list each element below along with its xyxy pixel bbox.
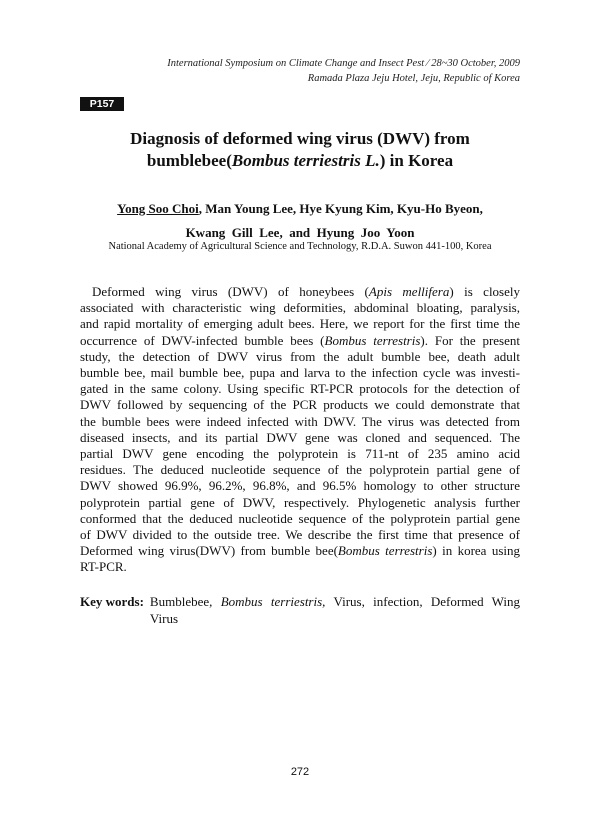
title-line-1: Diagnosis of deformed wing virus (DWV) from (130, 129, 470, 148)
keywords-label: Key words: (80, 594, 144, 609)
abstract-line: bumble bee, mail bumble bee, pupa and larva to the infection cycle was investi- (80, 365, 520, 381)
header-conference: International Symposium on Climate Change and Insect Pest ∕ 28~30 October, 2009 (167, 58, 520, 69)
abstract-line: RT-PCR. (80, 559, 127, 575)
abstract-text: Deformed wing virus (DWV) of honeybees ( (92, 284, 369, 299)
keyword-italic: Bombus terriestris, (220, 594, 326, 609)
title-line-2 (60, 150, 540, 172)
abstract-italic: Apis mellifera (368, 284, 450, 299)
title-species: Bombus terriestris L. (231, 151, 380, 170)
keyword-text: Bumblebee, (149, 594, 221, 609)
abstract-line: partial DWV gene encoding the polyprotein is 711-nt of 235 amino acid (80, 446, 520, 462)
abstract-line: conformed that the deduced nucleotide sequence of the polyprotein partial gene (80, 510, 520, 526)
title-suffix: ) in Korea (379, 151, 454, 170)
abstract-text: ). For the present (420, 332, 520, 348)
abstract-line: DWV followed by sequencing of the PCR products we could demonstrate that (80, 397, 520, 413)
abstract (80, 284, 520, 576)
header-venue: Ramada Plaza Jeju Hotel, Jeju, Republic of Korea (307, 73, 520, 84)
abstract-line: DWV showed 96.9%, 96.2%, 96.8%, and 96.5% homology to other structure (80, 478, 520, 494)
affiliation: National Academy of Agricultural Science and Technology, R.D.A. Suwon 441-100, Korea (108, 241, 492, 252)
abstract-line: and rapid mortality of emerging adult bees. Here, we report for the first time the (80, 316, 520, 332)
abstract-line: gated in the same colony. Using specific RT-PCR protocols for the detection of (80, 381, 520, 397)
keywords (80, 593, 520, 627)
abstract-line (80, 333, 520, 349)
abstract-line (80, 284, 520, 300)
keywords-list (150, 593, 520, 627)
authors-line-2: Kwang Gill Lee, and Hyung Joo Yoon (185, 225, 415, 240)
authors-line-1 (60, 201, 540, 217)
first-author: Yong Soo Choi (117, 201, 199, 216)
abstract-line: diseased insects, and its partial DWV gene was cloned and sequenced. The (80, 429, 520, 445)
keyword-text: Virus, infection, Deformed Wing (325, 594, 520, 609)
abstract-text: Deformed wing virus(DWV) from bumble bee( (80, 543, 338, 559)
abstract-text: occurrence of DWV-infected bumble bees ( (80, 332, 325, 348)
abstract-line: of DWV divided to the outside tree. We describe the first time that presence of (80, 527, 520, 543)
abstract-italic: Bombus terrestris (324, 332, 421, 348)
abstract-line (80, 543, 520, 559)
abstract-italic: Bombus terrestris (337, 543, 433, 559)
keywords-line: Virus (149, 611, 179, 626)
title-prefix: bumblebee( (146, 151, 232, 170)
abstract-line: polyprotein partial gene of DWV, respectively. Phylogenetic analysis further (80, 494, 520, 510)
abstract-line: associated with characteristic wing deformities, abdominal bloating, paralysis, (80, 300, 520, 316)
abstract-line: the bumble bees were indeed infected with DWV. The virus was detected from (80, 413, 520, 429)
co-authors-1: , Man Young Lee, Hye Kyung Kim, Kyu-Ho Byeon, (198, 201, 483, 216)
abstract-line: study, the detection of DWV virus from the adult bumble bee, death adult (80, 348, 520, 364)
abstract-text: ) is closely (449, 284, 521, 299)
abstract-text: ) in korea using (432, 543, 521, 559)
keywords-line (150, 593, 520, 610)
paper-title (60, 128, 540, 172)
poster-id-badge: P157 (80, 97, 124, 111)
abstract-line: residues. The deduced nucleotide sequence of the polyprotein partial gene of (80, 462, 520, 478)
page-number: 272 (290, 766, 310, 778)
